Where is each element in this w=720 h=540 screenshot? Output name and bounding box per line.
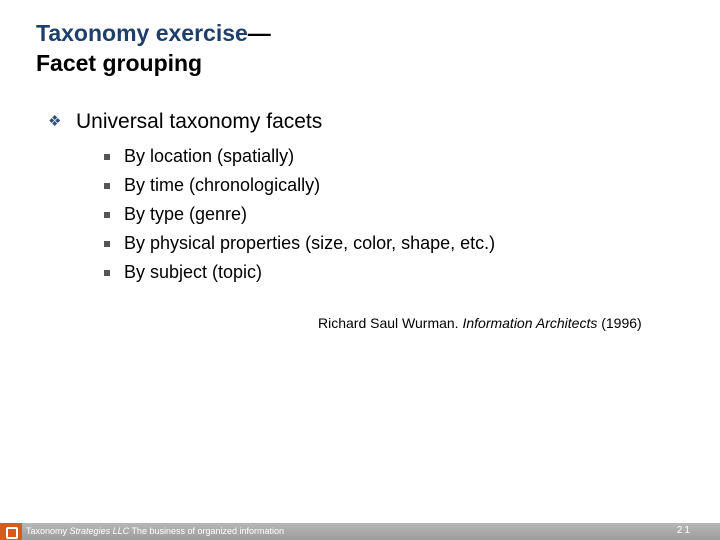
footer-tagline: The business of organized information: [131, 526, 285, 536]
title-dash: —: [247, 20, 271, 46]
title-part1: Taxonomy exercise: [36, 20, 248, 46]
citation: [318, 315, 642, 331]
square-bullet-icon: [104, 270, 110, 276]
sub-bullet-item: [104, 229, 495, 258]
square-bullet-icon: [104, 183, 110, 189]
sub-bullet-text: By type (genre): [124, 204, 248, 224]
square-bullet-icon: [104, 154, 110, 160]
main-bullet: [48, 110, 322, 134]
company-logo-icon: [0, 523, 22, 540]
main-bullet-text: Universal taxonomy facets: [76, 110, 323, 133]
diamond-check-icon: ❖: [48, 113, 62, 130]
sub-bullet-text: By location (spatially): [124, 146, 295, 166]
page-number: 21: [676, 525, 692, 536]
square-bullet-icon: [104, 241, 110, 247]
sub-bullet-item: [104, 142, 495, 171]
sub-bullet-text: By subject (topic): [124, 262, 263, 282]
sub-bullet-item: [104, 200, 495, 229]
citation-author: Richard Saul Wurman.: [318, 315, 459, 331]
sub-bullet-item: [104, 171, 495, 200]
footer-company-italic: Strategies LLC: [69, 526, 130, 536]
sub-bullet-text: By physical properties (size, color, shape, etc.): [124, 233, 496, 253]
footer-text: [26, 526, 284, 536]
slide-title: [36, 18, 271, 78]
sub-bullet-list: [104, 142, 495, 287]
citation-year: (1996): [601, 315, 642, 331]
title-line2: Facet grouping: [36, 50, 203, 76]
footer-bar: [0, 523, 720, 540]
sub-bullet-item: [104, 258, 495, 287]
sub-bullet-text: By time (chronologically): [124, 175, 321, 195]
footer-company-prefix: Taxonomy: [26, 526, 68, 536]
citation-work: Information Architects: [462, 315, 598, 331]
square-bullet-icon: [104, 212, 110, 218]
